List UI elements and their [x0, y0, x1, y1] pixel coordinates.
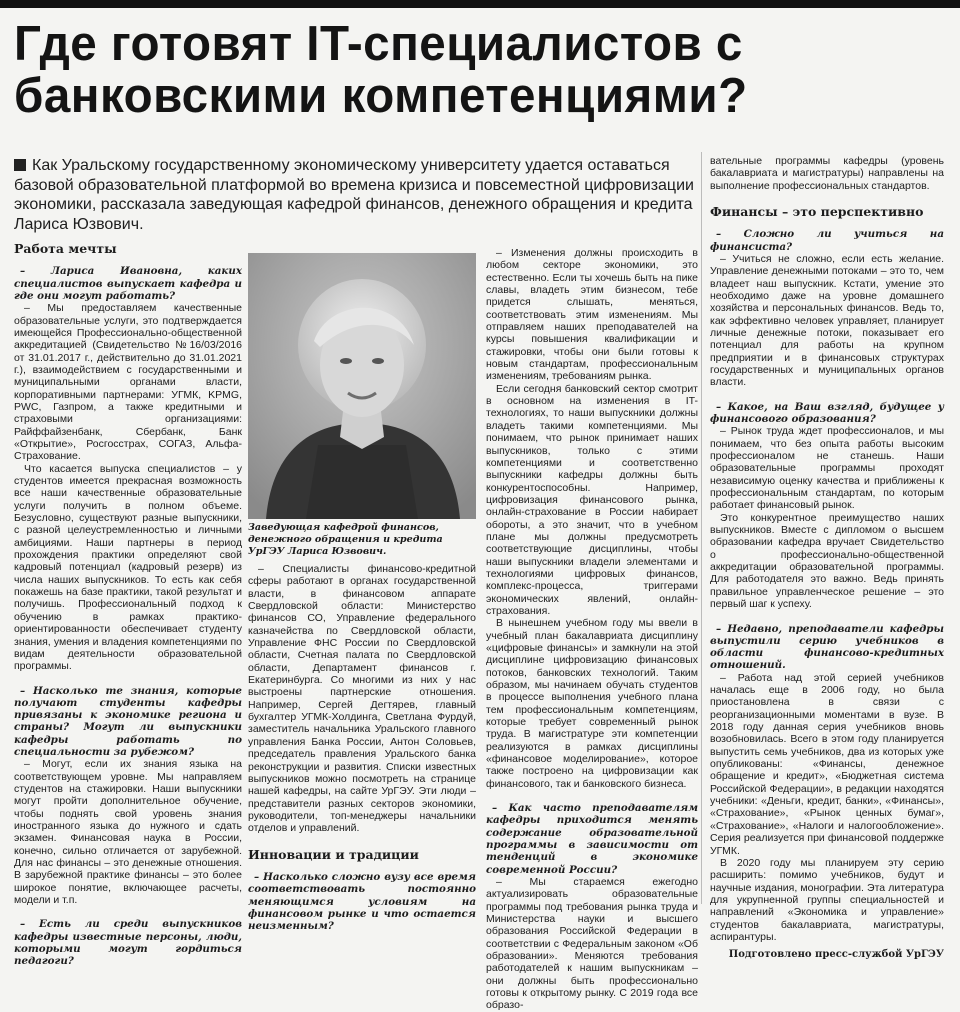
question: – Как часто преподавателям кафедры приходится менять содержание образовательной программы в зависимости от тенденций в экономике современной России? [486, 802, 698, 876]
question: – Есть ли среди выпускников кафедры известные персоны, люди, которыми могут гордиться педагоги? [14, 918, 242, 968]
paragraph: Если сегодня банковский сектор смотрит в основном на изменения в IT-технологиях, то наши выпускники должны владеть такими компетенциями. Мы понимаем, что рынок принимает наших выпускников, только с этими компетенциями и соответственно выпускники кафедры должны быть конкурентоспособны. Например, цифровизация финансового рынка, онлайн-страхование в России набирает обороты, а это значит, что в учебном плане мы должны предусмотреть соответствующие дисциплины, чтобы наши выпускники владели элементами и технологиями цифровых финансов, комплекс-процесса, триггерами экономических явлений, онлайн-страхования. [486, 382, 698, 617]
column-divider [701, 152, 702, 904]
article-column-3 [486, 247, 698, 1012]
paragraph: – Учиться не сложно, если есть желание. Управление денежными потоками – это то, чем владеет наш выпускник. Кстати, умение это необходимо даже на уровне домашнего хозяйства и персональных финансов. Ведь то, как эффективно человек управляет, планирует личные денежные потоки, показывает его потенциал для работы на крупном предприятии и в финансовых структурах государственных и муниципальных органов власти. [710, 252, 944, 389]
portrait-photo [248, 253, 476, 519]
top-rule [0, 0, 960, 8]
paragraph: – Мы стараемся ежегодно актуализировать образовательные программы под требования рынка труда и Министерства науки и высшего образования Российской Федерации в соответствии с Федеральным законом «Об образовании». Меняются требования работодателей к нашим выпускникам – они должны быть профессионально готовы к открытому рынку. С 2019 года все образо- [486, 875, 698, 1012]
press-service-signature: Подготовлено пресс-службой УрГЭУ [728, 949, 944, 961]
question: – Какое, на Ваш взгляд, будущее у финансового образования? [710, 400, 944, 426]
article-column-1 [14, 243, 242, 968]
paragraph: – Могут, если их знания языка на соответствующем уровне. Мы направляем студентов на стажировки. Наши выпускники могут пройти дополнительное обучение, чтобы поднять свой уровень знания иностранного языка до нужного и сдать экзамен. Финансовая наука в России, конечно, сильно отличается от зарубежной. Для нас финансы – это денежные отношения. В зарубежной практике финансы – это более широкое понятие, включающее расчеты, модели и т.п. [14, 758, 242, 907]
paragraph: – Рынок труда ждет профессионалов, и мы понимаем, что без опыта работы высоким профессионалом не станешь. Наши образовательные программы проходят независимую оценку качества и приближены к профессиональным стандартам, по которым работает финансовый рынок. [710, 425, 944, 512]
paragraph: В 2020 году мы планируем эту серию расширить: помимо учебников, будут и научные издания, монографии. Эта литература для укрупненной группы специальностей и направлений «Экономика и управление» студентов бакалавриата, магистратуры, аспирантуры. [710, 856, 944, 943]
portrait-illustration [248, 253, 476, 519]
section-heading-dream-job: Работа мечты [14, 241, 117, 256]
lead-square-bullet [14, 159, 26, 171]
paragraph: В нынешнем учебном году мы ввели в учебный план бакалавриата дисциплину «цифровые финансы» и замкнули на этой дисциплине цифровизацию финансовых потоков, банковских технологий. Таким образом, мы начинаем обучать студентов в процессе выполнения учебного плана тем профессиональным компетенциям, которые требует современный рынок труда. В магистратуре эти компетенции реализуются в рамках дисциплины «финансовое моделирование», которое также построено на цифровизации как финансового, так и банковского бизнеса. [486, 617, 698, 790]
question: – Недавно, преподаватели кафедры выпустили серию учебников в области финансово-кредитных отношений. [710, 622, 944, 672]
question: – Лариса Ивановна, каких специалистов выпускает кафедра и где они могут работать? [14, 265, 242, 302]
article-lead [14, 156, 696, 234]
article-column-4 [710, 155, 944, 962]
section-heading-innovations: Инновации и традиции [248, 846, 419, 862]
photo-caption: Заведующая кафедрой финансов, денежного обращения и кредита УрГЭУ Лариса Юзвович. [248, 522, 443, 557]
paragraph: – Работа над этой серией учебников началась еще в 2006 году, но была приостановлена в связи с реорганизационными моментами в вузе. В 2018 году данная серия учебников вновь возобновилась. Всего в этом году планируется выпустить семь учебников, два из которых уже опубликованы: «Финансы, денежное обращение и кредит», «Бюджетная система Российской Федерации», в редакции находятся учебники: «Деньги, кредит, банки», «Финансы», «Страхование», «Рынок ценных бумаг», «Страхование», «Налоги и налогообложение». Серия реализуется при финансовой поддержке УГМК. [710, 671, 944, 857]
question: – Сложно ли учиться на финансиста? [710, 228, 944, 253]
paragraph: – Мы предоставляем качественные образовательные услуги, это подтверждается имеющейся Профессионально-общественной аккредитацией (Свидетельство №16/03/2016 от 31.01.2017 г., действительно до 31.01.2021 г.), взаимодействием с государственными и муниципальными органами власти, корпоративными партнерами: УГМК, KPMG, PWC, Газпром, а также кредитными и страховыми организациями: Райффайзенбанк, Сбербанк, Банк «Открытие», Росгосстрах, СОГАЗ, Альфа-Страхование. [14, 302, 242, 463]
article-column-2 [248, 563, 476, 932]
paragraph: вательные программы кафедры (уровень бакалавриата и магистратуры) направлены на выполнение профессиональных стандартов. [710, 155, 944, 192]
article-headline: Где готовят IT-специалистов с банковскими компетенциями? [14, 17, 748, 123]
paragraph: Что касается выпуска специалистов – у студентов имеется прекрасная возможность все наши качественные образовательные услуги получить в полном объеме. Безусловно, существуют разные выпускники, с разной целеустремленностью и личными амбициями. Наши партнеры в период прохождения практики определяют свой кадровый потенциал (кадровый резерв) из числа наших выпускников. То есть как себя покажешь на базе практики, такой результат и получишь. Профессиональный подход к обучению в рамках практико-ориентированности обеспечивает студенту знания, умения и владения компетенциями по видам деятельности образовательной программы. [14, 462, 242, 673]
question: – Насколько те знания, которые получают студенты кафедры привязаны к экономике региона и страны? Могут ли выпускники кафедры работать по специальности за рубежом? [14, 684, 242, 759]
paragraph: – Специалисты финансово-кредитной сферы работают в органах государственной власти, в финансовом аппарате Свердловской области: Министерство финансов СО, Управление федерального казначейства по Свердловской области, Управление ФНС России по Свердловской области, Счетная палата по Свердловской области, Департамент финансов г. Екатеринбурга. Со многими из них у нас выстроены партнерские отношения. Например, Сергей Дегтярев, главный бухгалтер УГМК-Холдинга, Светлана Фурдуй, заместитель начальника Уральского главного управления Банка России, Антон Соловьев, председатель правления Уральского банка реконструкции и развития. Списки известных выпускников можно посмотреть на странице нашей кафедры, на сайте УрГЭУ. Эти люди – представители разных секторов экономики, руководители, топ-менеджеры начальники отделов и управлений. [248, 563, 476, 835]
lead-text: Как Уральскому государственному экономическому университету удается оставаться базовой образовательной платформой во времена кризиса и повсеместной цифровизации экономики, рассказала заведующая кафедрой финансов, денежного обращения и кредита Лариса Юзвович. [14, 157, 694, 233]
question: – Насколько сложно вузу все время соответствовать постоянно меняющимся условиям на финансовом рынке и что остается неизменным? [248, 870, 476, 933]
section-heading-finance: Финансы – это перспективно [710, 204, 924, 220]
paragraph: Это конкурентное преимущество наших выпускников. Вместе с дипломом о высшем образовании кафедра вручает Свидетельство о профессионально-общественной аккредитации образовательной программы. Для работодателя это важно. Ведь принять правильное управленческое решение – это первый шаг к успеху. [710, 511, 944, 611]
paragraph: – Изменения должны происходить в любом секторе экономики, это естественно. Если ты хочешь быть на пике славы, владеть этим бизнесом, тебе придется слышать, меняться, соответствовать этим изменениям. Мы отправляем наших преподавателей на курсы повышения квалификации и стажировки, чтобы они были готовы к новым стандартам, профессиональным изменениям, требованиям рынка. [486, 247, 698, 383]
